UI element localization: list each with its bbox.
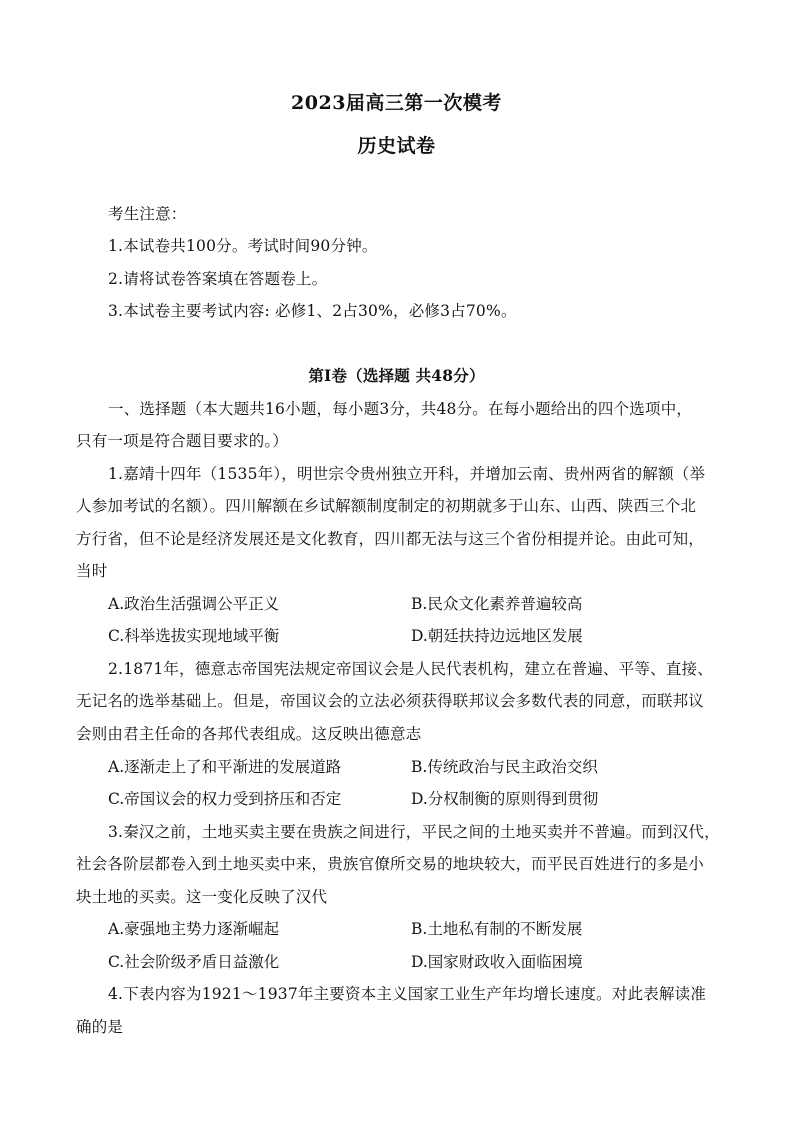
q3-option-b: B.土地私有制的不断发展 <box>411 920 583 938</box>
notice-item-1: 1.本试卷共100分。考试时间90分钟。 <box>108 237 378 255</box>
q3-option-c: C.社会阶级矛盾日益激化 <box>108 953 280 971</box>
q1-option-c: C.科举选拔实现地域平衡 <box>108 627 280 645</box>
instructions-line-2: 只有一项是符合题目要求的。） <box>76 432 289 450</box>
q3-line-1: 3.秦汉之前，土地买卖主要在贵族之间进行，平民之间的土地买卖并不普遍。而到汉代， <box>108 823 720 841</box>
q2-line-1: 2.1871年，德意志帝国宪法规定帝国议会是人民代表机构，建立在普遍、平等、直接、 <box>108 660 713 678</box>
section-title: 第Ⅰ卷（选择题 共48分） <box>308 366 485 385</box>
exam-subtitle: 历史试卷 <box>357 135 436 157</box>
q1-line-3: 方行省，但不论是经济发展还是文化教育，四川都无法与这三个省份相提并论。由此可知， <box>76 530 705 548</box>
q1-line-1: 1.嘉靖十四年（1535年），明世宗令贵州独立开科，并增加云南、贵州两省的解额（举 <box>108 465 706 483</box>
notice-item-3: 3.本试卷主要考试内容: 必修1、2占30%，必修3占70%。 <box>108 302 517 320</box>
q3-option-a: A.豪强地主势力逐渐崛起 <box>108 920 280 938</box>
q1-option-b: B.民众文化素养普遍较高 <box>411 595 583 613</box>
exam-title: 2023届高三第一次模考 <box>291 92 502 114</box>
q2-line-3: 会则由君主任命的各邦代表组成。这反映出德意志 <box>76 725 422 743</box>
q2-option-b: B.传统政治与民主政治交织 <box>411 758 598 776</box>
notice-heading: 考生注意： <box>108 205 187 223</box>
instructions-line-1: 一、选择题（本大题共16小题，每小题3分，共48分。在每小题给出的四个选项中， <box>108 400 693 418</box>
q4-line-2: 确的是 <box>76 1018 124 1036</box>
q1-option-a: A.政治生活强调公平正义 <box>108 595 280 613</box>
q1-line-2: 人参加考试的名额）。四川解额在乡试解额制度制定的初期就多于山东、山西、陕西三个北 <box>76 497 697 515</box>
q4-line-1: 4.下表内容为1921～1937年主要资本主义国家工业生产年均增长速度。对此表解读准 <box>108 985 707 1003</box>
q3-option-d: D.国家财政收入面临困境 <box>411 953 583 971</box>
notice-item-2: 2.请将试卷答案填在答题卷上。 <box>108 270 328 288</box>
q3-line-2: 社会各阶层都卷入到土地买卖中来，贵族官僚所交易的地块较大，而平民百姓进行的多是小 <box>76 855 705 873</box>
q3-line-3: 块土地的买卖。这一变化反映了汉代 <box>76 888 328 906</box>
q2-option-a: A.逐渐走上了和平渐进的发展道路 <box>108 758 342 776</box>
q2-option-c: C.帝国议会的权力受到挤压和否定 <box>108 790 342 808</box>
q1-line-4: 当时 <box>76 562 108 580</box>
q1-option-d: D.朝廷扶持边远地区发展 <box>411 627 583 645</box>
q2-option-d: D.分权制衡的原则得到贯彻 <box>411 790 599 808</box>
q2-line-2: 无记名的选举基础上。但是，帝国议会的立法必须获得联邦议会多数代表的同意，而联邦议 <box>76 692 705 710</box>
